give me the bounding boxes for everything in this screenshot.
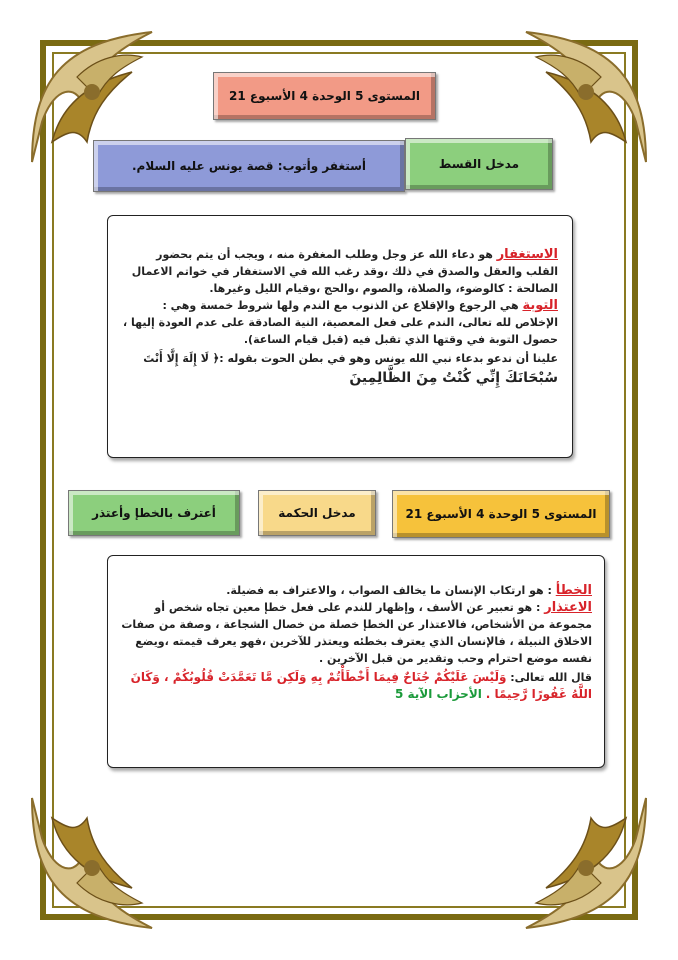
verse-paragraph [120,669,592,703]
verse-intro: قال الله تعالى: [510,671,592,684]
level-title-box-2 [392,490,610,538]
level-title-2: المستوى 5 الوحدة 4 الأسبوع 21 [405,507,597,521]
verse-reference: الأحزاب الآية 5 [394,687,482,701]
section-label-box-2 [258,490,376,536]
paragraph-khata [120,582,592,599]
level-title-box [213,72,436,120]
lesson-title: أستغفر وأتوب: قصة يونس عليه السلام. [131,159,367,173]
corner-ornament-bottom-right [506,788,656,938]
definitions-card-2 [107,555,605,768]
section-label-box [405,138,553,190]
definitions-card-1 [107,215,573,458]
section-label-2: مدخل الحكمة [278,506,356,520]
paragraph-tawba [122,297,558,348]
verse-text: وَلَيْسَ عَلَيْكُمْ جُنَاحٌ فِيمَا أَخْطَأْتُمْ بِهِ وَلَكِن مَّا تَعَمَّدَتْ قُلُوبُكُمْ ، وَكَانَ اللَّهُ غَفُورًا رَّحِيمًا . [130,670,592,701]
lesson-title-2: أعترف بالخطإ وأعتذر [92,506,216,520]
definition-itidhar: : هو تعبير عن الأسف ، وإظهار للندم على فعل خطإ معين تجاه شخص أو مجموعة من الأشخاص، فالاعتذار عن الخطإ خصلة من خصال الشجاعة ، وصفة من صفات الاخلاق النبيلة ، فالإنسان الذي يعترف بخطئه ويعتذر للآخرين ،فهو يعرف قيمته ،ويضع نفسه موضع احترام وحب وتقدير من قبل الآخرين . [121,601,592,665]
lesson-title-box-2 [68,490,240,536]
definition-khata: : هو ارتكاب الإنسان ما يخالف الصواب ، والاعتراف به فضيلة. [226,584,552,597]
corner-ornament-bottom-left [22,788,172,938]
dua-verse: سُبْحَانَكَ إِنِّي كُنْتُ مِنَ الظَّالِمِينَ [349,370,558,386]
paragraph-itidhar [120,599,592,667]
term-itidhar: الاعتذار [544,600,592,615]
definition-tawba: هي الرجوع والإقلاع عن الذنوب مع الندم ولها شروط خمسة وهي : الإخلاص لله تعالى، الندم على فعل المعصية، النية الصادقة على عدم العودة إليها ، حصول التوبة في وقتها الذي تقبل فيه (قبل قيام الساعة). [123,299,558,346]
section-label: مدخل القسط [438,157,520,171]
term-tawba: التوبة [522,298,558,313]
lesson-title-box [93,140,405,192]
term-khata: الخطأ [555,583,592,598]
term-istighfar: الاستغفار [496,247,558,262]
dua-intro: علينا أن ندعو بدعاء نبي الله يونس وهو في بطن الحوت بقوله :﴿ لَا إِلَهَ إِلَّا أَنْتَ [143,352,558,365]
paragraph-istighfar [122,246,558,297]
definition-istighfar: هو دعاء الله عز وجل وطلب المغفرة منه ، ويجب أن يتم بحضور القلب والعقل والصدق في ذلك ،وقد رغب الله في الاستغفار في خواتم الاعمال الصالحة : كالوضوء، والصلاة، والصوم ،والحج ،وقيام الليل وغيرها. [131,248,558,295]
level-title: المستوى 5 الوحدة 4 الأسبوع 21 [229,89,420,103]
